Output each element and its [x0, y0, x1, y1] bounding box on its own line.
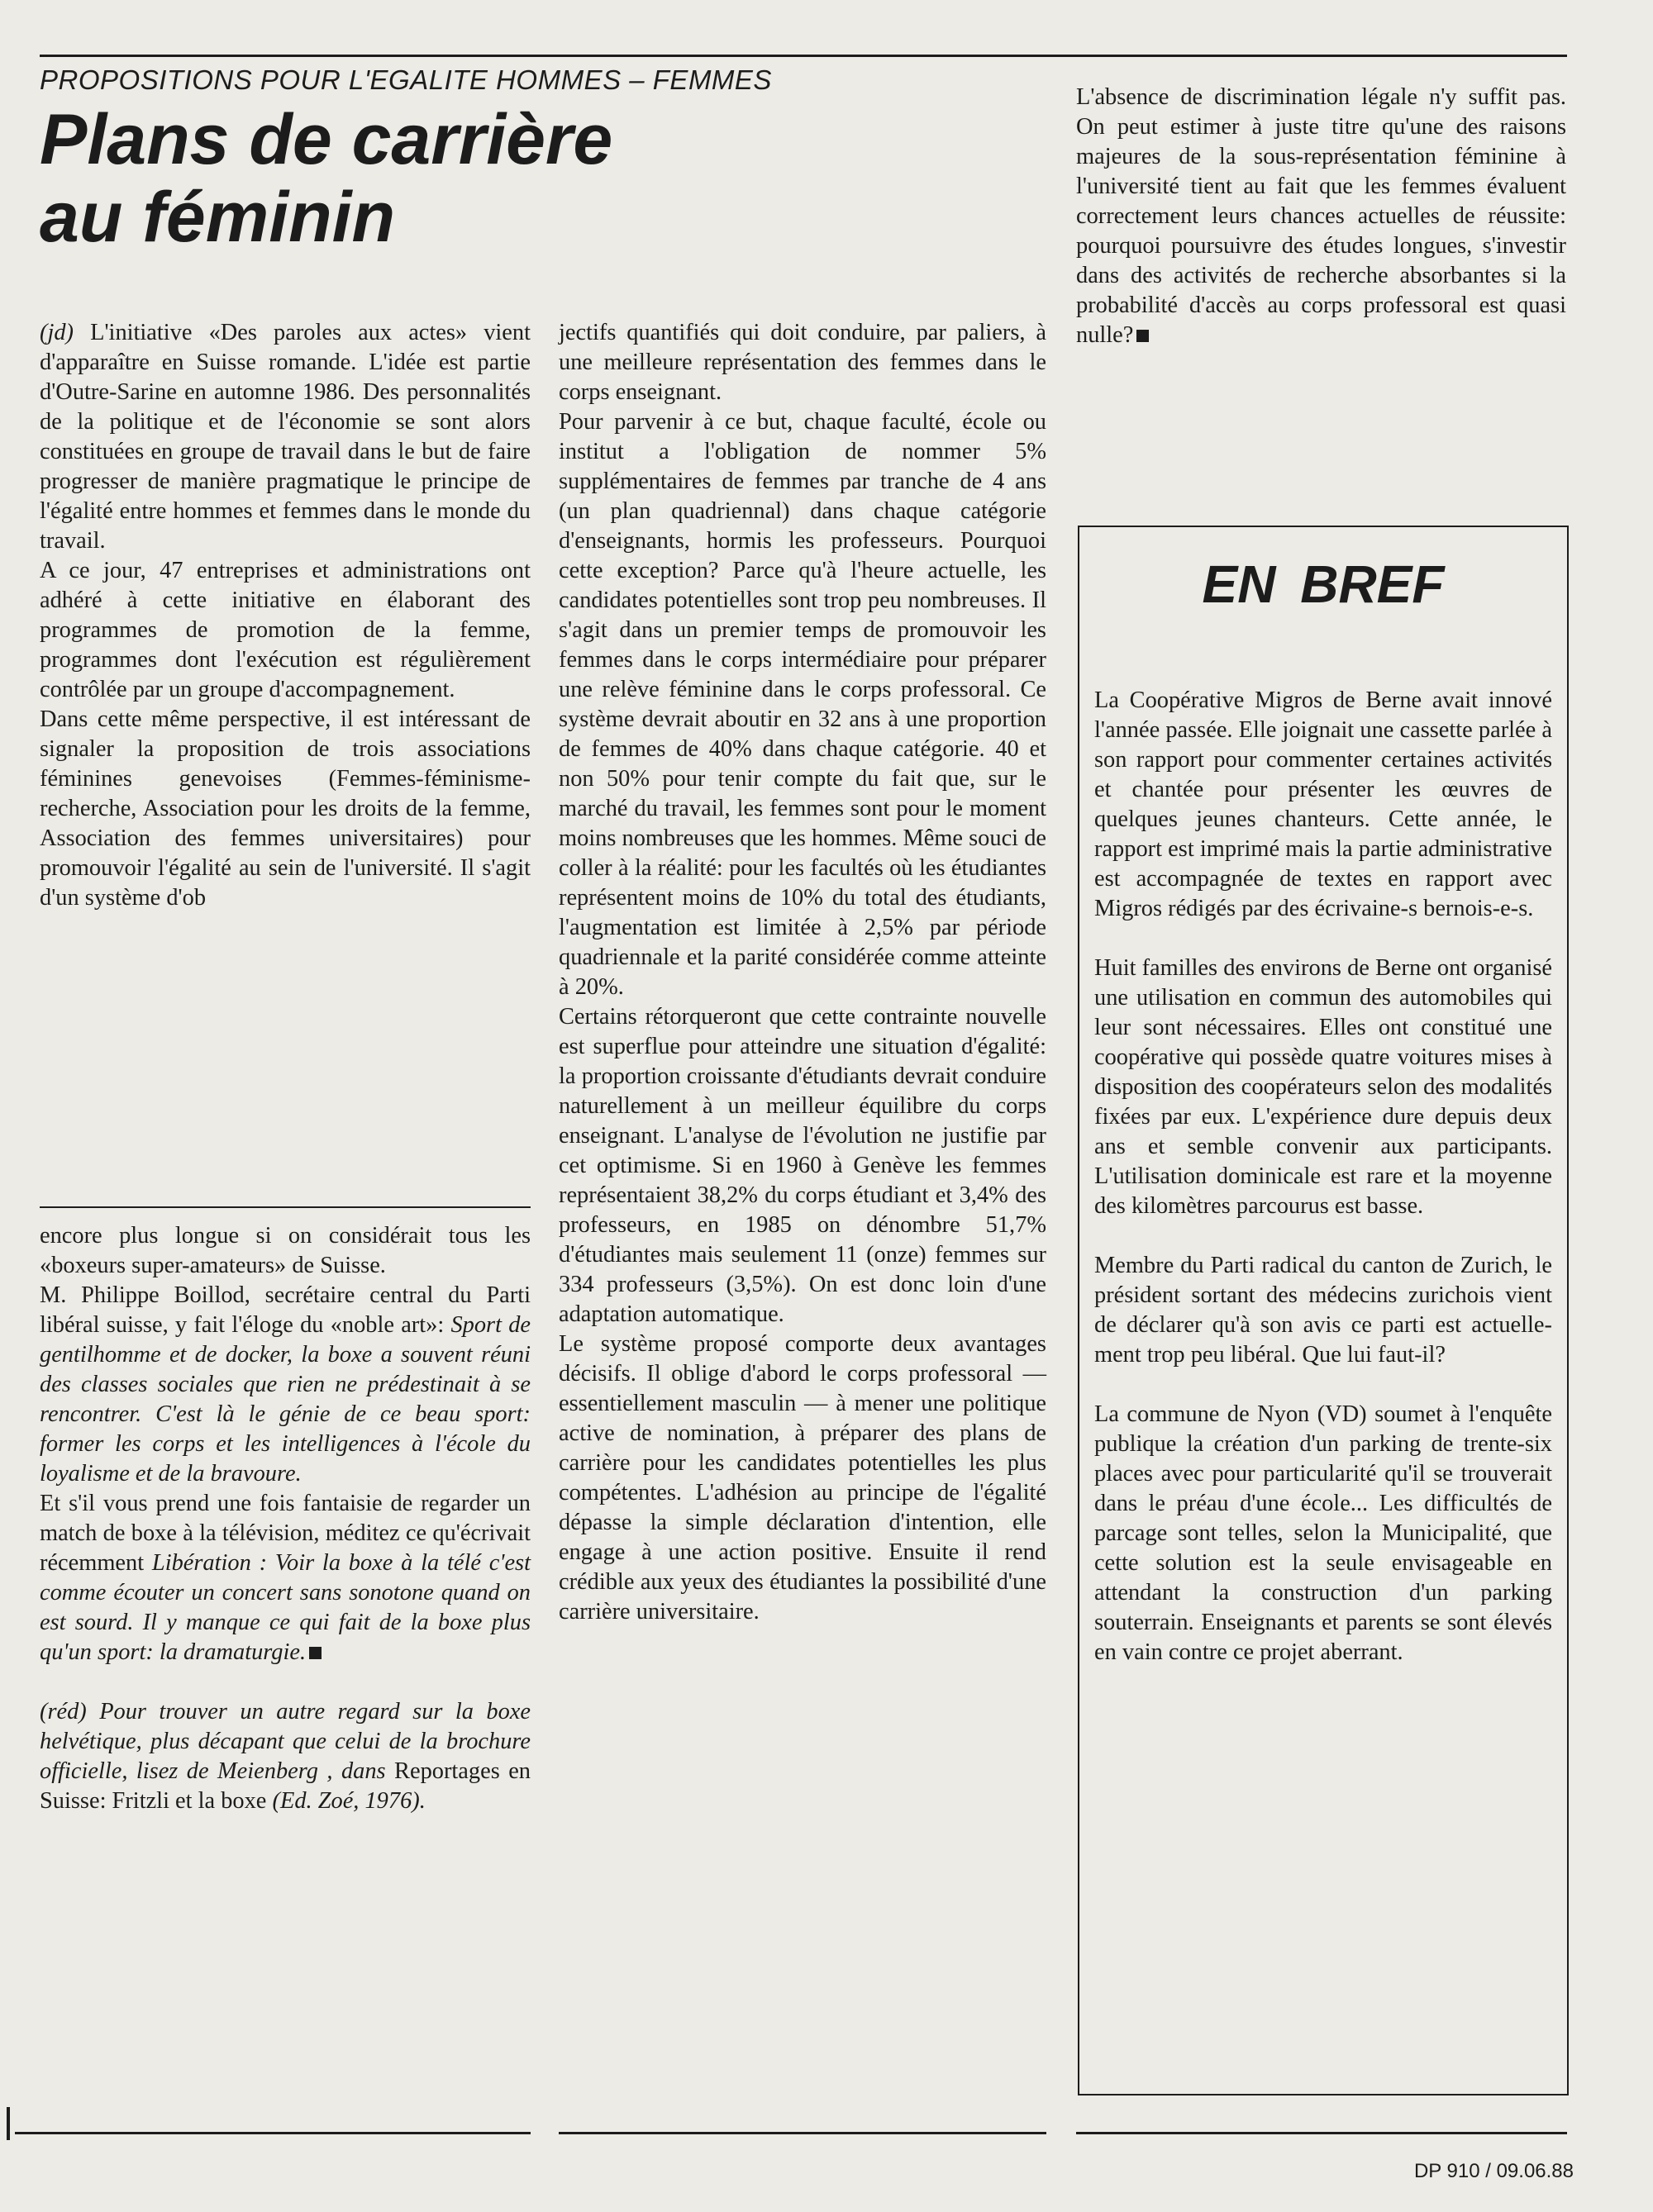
article-kicker: PROPOSITIONS POUR L'EGALITE HOMMES – FEMMES — [40, 64, 772, 95]
paragraph: Le système proposé comporte deux avantages décisifs. Il oblige d'abord le corps professoral — essentiellement masculin — à mener une politique active de nomination, à préparer des plans de carrière pour les candidates potentielles les plus compétentes. L'adhésion au principe de l'égalité dépasse la simple déclaration d'intention, elle engage à une action positive. Ensuite il rend crédible aux yeux des étudiantes la possibilité d'une carrière universitaire. — [559, 1331, 1046, 1625]
brief-item: Huit familles des environs de Berne ont organisé une utilisation en commun des automobiles qui leur sont nécessaires. Elles ont constitué une coopérative qui possède quatre voitures mises à disposition des coopérateurs selon des modalités fixées par eux. L'expérience dure depuis deux ans et semble convenir aux participants. L'utilisation dominicale est rare et la moyenne des kilomètres parcourus est basse. — [1094, 955, 1552, 1219]
source-name: Libération — [151, 1550, 251, 1576]
brief-item: La commune de Nyon (VD) soumet à l'enquête publique la création d'un parking de trente-six places avec pour particularité qu'il se trouverait dans le préau d'une école... Les difficultés de parcage sont telles, selon la Municipalité, que cette solution est la seule envisageable en attendant la construction d'un parking souterrain. Enseignants et parents se sont élevés en vain contre ce projet aberrant. — [1094, 1401, 1552, 1665]
column-1-separator — [40, 1206, 531, 1208]
column-1-top — [40, 318, 531, 913]
column-1-bottom — [40, 1221, 531, 1816]
paragraph: (jd) L'initiative «Des paroles aux actes» vient d'apparaître en Suisse romande. L'idée est partie d'Outre-Sarine en automne 1986. Des personnalités de la politique et de l'économie se sont alors constituées en groupe de travail dans le but de faire progresser de manière pragmatique le principe de l'égalité entre hommes et femmes dans le monde du travail. — [40, 320, 531, 554]
margin-mark — [7, 2107, 10, 2140]
paragraph: Et s'il vous prend une fois fantaisie de regarder un match de boxe à la télévision, méditez ce qu'écrivait récemment Libération : Voir la boxe à la télé c'est comme écouter un concert sans sonotone quand on est sourd. Il y manque ce qui fait de la boxe plus qu'un sport: la dramaturgie. — [40, 1491, 531, 1665]
paragraph: encore plus longue si on considérait tous les «boxeurs super-amateurs» de Suisse. — [40, 1223, 531, 1278]
paragraph: Certains rétorqueront que cette contrainte nouvelle est superflue pour atteindre une situation d'égalité: la proportion croissante d'étudiants devrait conduire naturellement à un meilleur équilibre du corps enseignant. L'analyse de l'évolution ne justifie par cet optimisme. Si en 1960 à Genève les femmes représentaient 38,2% du corps étudiant et 3,4% des professeurs, en 1985 on dénombre 51,7% d'étudiantes mais seulement 11 (onze) femmes sur 334 professeurs (3,5%). On est donc loin d'une adaptation automatique. — [559, 1004, 1046, 1327]
headline-line-1: Plans de carrière — [40, 100, 613, 179]
end-square-icon — [309, 1647, 322, 1659]
paragraph: L'absence de discrimination légale n'y suffit pas. On peut estimer à juste titre qu'une des raisons majeures de la sous-représentation féminine à l'université tient au fait que les femmes évaluent correctement leurs chances actuelles de réussite: pourquoi poursuivre des études longues, s'investir dans des activités de recherche absorbantes si la probabilité d'accès au corps professoral est quasi nulle? — [1076, 84, 1566, 348]
top-rule — [40, 55, 1567, 57]
column-3 — [1076, 83, 1566, 350]
article-headline — [40, 101, 668, 256]
headline-line-2: au féminin — [40, 178, 396, 257]
en-bref-title: EN BREF — [1202, 554, 1445, 614]
quote: : Voir la boxe à la télé c'est comme écouter un concert sans sonotone quand on est sourd. Il y manque ce qui fait de la boxe plus qu'un sport: la dramaturgie. — [40, 1550, 531, 1665]
page-footer: DP 910 / 09.06.88 — [1413, 2160, 1574, 2182]
paragraph: Dans cette même perspective, il est intéressant de signaler la proposition de trois associations féminines genevoises (Femmes-féminisme-recherche, Association pour les droits de la femme, Association des femmes universitaires) pour promouvoir l'égalité au sein de l'université. Il s'agit d'un système d'ob — [40, 706, 531, 911]
paragraph: M. Philippe Boillod, secrétaire central du Parti libéral suisse, y fait l'éloge du «noble art»: Sport de gentilhomme et de docker, la boxe a souvent réuni des classes sociales que rien ne prédestinait à se rencontrer. C'est là le génie de ce beau sport: former les corps et les intelligences à l'école du loyalisme et de la bravoure. — [40, 1282, 531, 1487]
quote: Sport de gentilhomme et de docker, la boxe a souvent réuni des classes sociales que rien ne prédestinait à se rencontrer. C'est là le génie de ce beau sport: former les corps et les intelligences à l'école du loyalisme et de la bravoure. — [40, 1312, 531, 1487]
bottom-rule-col3 — [1076, 2132, 1567, 2134]
paragraph: Pour parvenir à ce but, chaque faculté, école ou institut a l'obligation de nommer 5% supplémentaires de femmes par tranche de 4 ans (un plan quadriennal) dans chaque catégorie d'enseignants, hormis les professeurs. Pourquoi cette exception? Parce qu'à l'heure actuelle, les candidates potentielles sont trop peu nombreuses. Il s'agit dans un premier temps de promouvoir les femmes dans le corps intermédiaire pour préparer une relève féminine dans le corps professoral. Ce système devrait aboutir en 32 ans à une proportion de femmes de 40% dans chaque catégorie. 40 et non 50% pour tenir compte du fait que, sur le marché du travail, les femmes sont pour le moment moins nombreuses que les hommes. Même souci de coller à la réalité: pour les facultés où les étudiantes représentent moins de 10% du total des étudiants, l'augmentation est limitée à 2,5% par période quadriennale et la parité considérée comme atteinte à 20%. — [559, 409, 1046, 1000]
column-2 — [559, 318, 1046, 1627]
brief-item: La Coopérative Migros de Berne avait innové l'année passée. Elle joignait une cassette parlée à son rapport pour commenter certaines activités et chantée pour présenter les œuvres de quelques jeunes chanteurs. Cette année, le rapport est imprimé mais la partie administrative est accompagnée de textes en rapport avec Migros rédigés par des écrivaine-s bernois-e-s. — [1094, 687, 1552, 921]
paragraph: A ce jour, 47 entreprises et administrations ont adhéré à cette initiative en élaborant des programmes de promotion de la femme, programmes dont l'exécution est régulièrement contrôlée par un groupe d'accompagnement. — [40, 558, 531, 702]
editor-note: (réd) Pour trouver un autre regard sur la boxe helvétique, plus décapant que celui de la brochure officielle, lisez de Meienberg , dans Reportages en Suisse: Fritzli et la boxe (Ed. Zoé, 1976). — [40, 1699, 531, 1814]
bottom-rule-col1 — [15, 2132, 531, 2134]
end-square-icon — [1136, 330, 1149, 342]
en-bref-box — [1078, 526, 1569, 2095]
paragraph: jectifs quantifiés qui doit conduire, par paliers, à une meilleure représentation des femmes dans le corps enseignant. — [559, 320, 1046, 405]
author-initials: (jd) — [40, 320, 74, 345]
en-bref-items — [1094, 686, 1552, 1697]
bottom-rule-col2 — [559, 2132, 1046, 2134]
brief-item: Membre du Parti radical du canton de Zurich, le président sortant des médecins zurichois vient de déclarer qu'à son avis ce parti est actuellement trop peu libéral. Que lui faut-il? — [1094, 1253, 1552, 1368]
